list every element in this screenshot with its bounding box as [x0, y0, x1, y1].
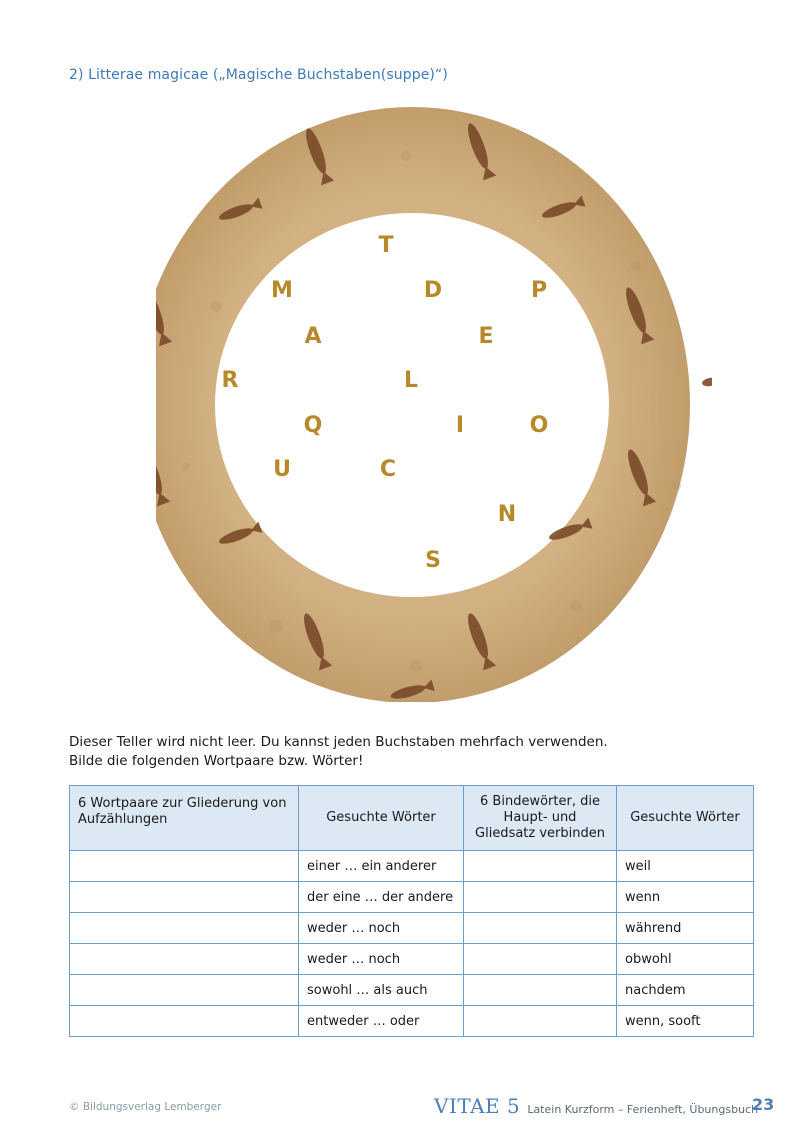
plate-letter: M: [271, 278, 293, 303]
conjunction-cell: weil: [617, 851, 754, 882]
copyright-notice: © Bildungsverlag Lemberger: [69, 1101, 222, 1113]
table-row: [70, 1006, 754, 1037]
plate-letter: S: [425, 548, 441, 573]
answer-cell[interactable]: [464, 944, 617, 975]
plate-letter: E: [478, 324, 494, 349]
table-row: [70, 851, 754, 882]
fish-icon: [701, 377, 712, 388]
magic-letter-plate: [156, 106, 712, 702]
table-row: [70, 882, 754, 913]
column-header: 6 Wortpaare zur Gliederung von Aufzählungen: [70, 786, 299, 851]
answer-cell[interactable]: [464, 1006, 617, 1037]
answer-cell[interactable]: [464, 913, 617, 944]
brand-title: VITAE 5: [434, 1094, 521, 1118]
plate-letter: Q: [303, 413, 323, 438]
plate-letter: D: [423, 278, 443, 303]
plate-letter: I: [455, 413, 465, 438]
word-pair-cell: der eine … der andere: [299, 882, 464, 913]
answer-cell[interactable]: [464, 975, 617, 1006]
answer-cell[interactable]: [464, 882, 617, 913]
plate-letter: R: [221, 368, 239, 393]
word-pair-cell: weder … noch: [299, 913, 464, 944]
plate-letter: P: [530, 278, 548, 303]
conjunction-cell: während: [617, 913, 754, 944]
instruction-line: Bilde die folgenden Wortpaare bzw. Wörter!: [69, 753, 364, 769]
plate-letter: A: [304, 324, 322, 349]
table-row: [70, 913, 754, 944]
word-table: [69, 785, 754, 1037]
page-number: 23: [752, 1095, 775, 1114]
answer-cell[interactable]: [70, 944, 299, 975]
answer-cell[interactable]: [70, 1006, 299, 1037]
answer-cell[interactable]: [464, 851, 617, 882]
conjunction-cell: wenn: [617, 882, 754, 913]
exercise-heading: 2) Litterae magicae („Magische Buchstaben(suppe)“): [69, 67, 448, 83]
answer-cell[interactable]: [70, 882, 299, 913]
plate-letter: O: [529, 413, 549, 438]
plate-ring: [156, 107, 690, 702]
word-pair-cell: entweder … oder: [299, 1006, 464, 1037]
column-header: Gesuchte Wörter: [299, 786, 464, 851]
word-pair-cell: weder … noch: [299, 944, 464, 975]
plate-illustration: [156, 106, 712, 702]
answer-cell[interactable]: [70, 913, 299, 944]
table-header-row: [70, 786, 754, 851]
plate-letter: U: [273, 457, 291, 482]
column-header: 6 Bindewörter, die Haupt- und Gliedsatz verbinden: [464, 786, 617, 851]
instruction-line: Dieser Teller wird nicht leer. Du kannst jeden Buchstaben mehrfach verwenden.: [69, 734, 608, 750]
conjunction-cell: nachdem: [617, 975, 754, 1006]
conjunction-cell: obwohl: [617, 944, 754, 975]
answer-cell[interactable]: [70, 851, 299, 882]
brand-subtitle: Latein Kurzform – Ferienheft, Übungsbuch: [527, 1103, 759, 1116]
column-header: Gesuchte Wörter: [617, 786, 754, 851]
plate-letter: N: [497, 502, 517, 527]
table-row: [70, 975, 754, 1006]
conjunction-cell: wenn, sooft: [617, 1006, 754, 1037]
word-pair-cell: sowohl … als auch: [299, 975, 464, 1006]
plate-letter: T: [378, 233, 394, 258]
plate-letter: C: [379, 457, 397, 482]
word-pair-cell: einer … ein anderer: [299, 851, 464, 882]
instructions: [69, 733, 608, 771]
answer-cell[interactable]: [70, 975, 299, 1006]
table-row: [70, 944, 754, 975]
plate-letter: L: [403, 368, 419, 393]
footer-branding: [434, 1094, 758, 1118]
